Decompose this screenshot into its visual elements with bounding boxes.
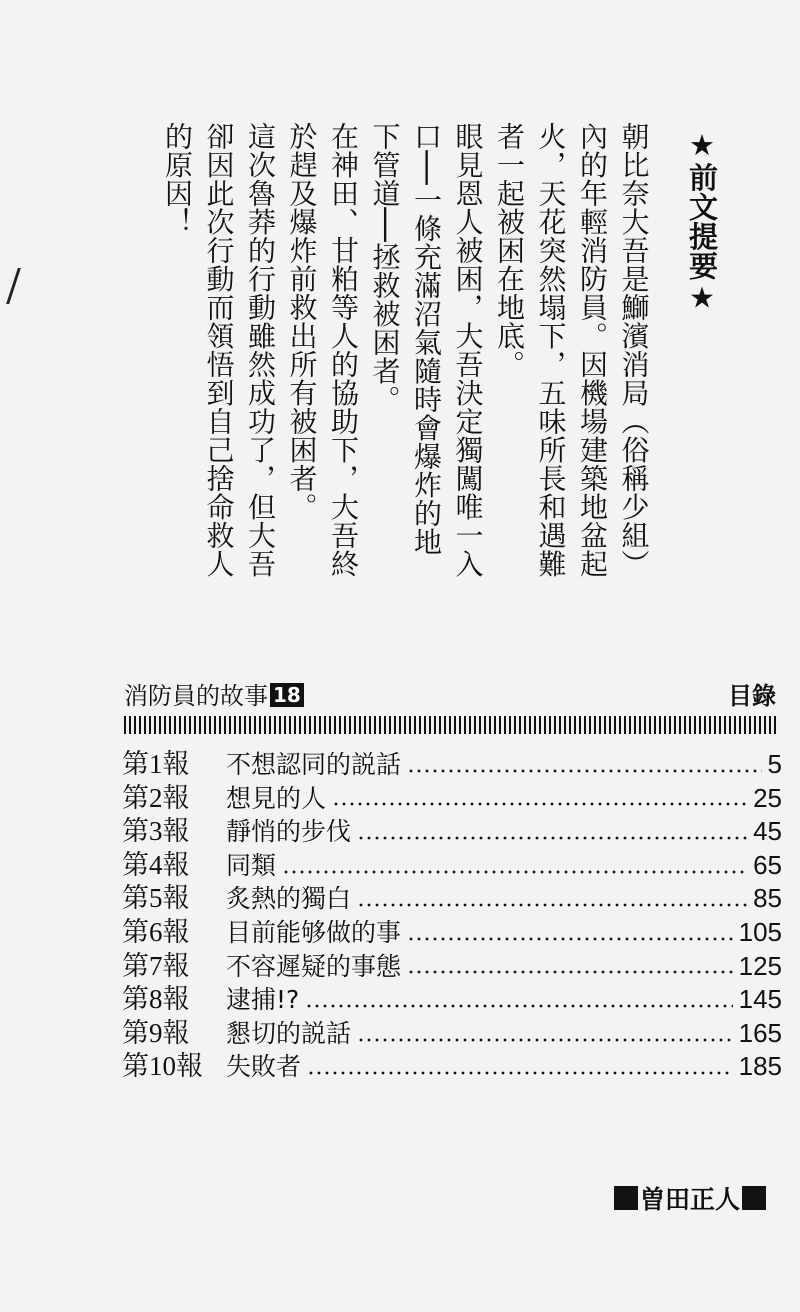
- dot-leader: [407, 769, 762, 773]
- synopsis-paragraph: 在神田、甘粕等人的協助下，大吾終於趕及爆炸前救出所有被困者。: [285, 122, 360, 578]
- chapter-number: 第9報: [122, 1017, 190, 1048]
- chapter-title: 目前能够做的事: [226, 917, 402, 947]
- toc-entry: [122, 882, 782, 916]
- chapter-page: 145: [738, 984, 782, 1015]
- toc-entry: [122, 815, 782, 849]
- toc-entry: [122, 782, 782, 816]
- synopsis-heading: ★前文提要★: [685, 128, 719, 315]
- dot-leader: [407, 937, 733, 941]
- page-edge-mark: [0, 268, 21, 304]
- dot-leader: [332, 802, 747, 806]
- dot-leader: [307, 1071, 733, 1075]
- chapter-number: 第10報: [122, 1051, 203, 1082]
- series-title: [124, 676, 304, 711]
- chapter-number: 第8報: [122, 984, 190, 1015]
- chapter-title: 炙熱的獨白: [226, 884, 352, 914]
- chapter-page: 65: [753, 849, 782, 880]
- chapter-title: 懇切的説話: [226, 1018, 352, 1048]
- toc-entry: [122, 950, 782, 984]
- chapter-title: 同類: [226, 850, 277, 880]
- dot-leader: [407, 970, 733, 974]
- synopsis-paragraph: 朝比奈大吾是鰤濱消局︵俗稱少組︶內的年輕消防員。因機場建築地盆起火，天花突然塌下，五味所長和遇難者一起被困在地底。: [493, 122, 651, 578]
- contents-label: 目錄: [728, 682, 776, 710]
- toc-entry: [122, 916, 782, 950]
- toc-entry: [122, 1050, 782, 1084]
- chapter-page: 125: [738, 950, 782, 981]
- chapter-number: 第3報: [122, 816, 190, 847]
- square-mark-icon: [614, 1186, 638, 1210]
- chapter-page: 85: [753, 883, 782, 914]
- chapter-title: 不想認同的説話: [226, 750, 402, 779]
- chapter-number: 第2報: [122, 782, 190, 813]
- chapter-number: 第7報: [122, 950, 190, 981]
- square-mark-icon: [742, 1186, 766, 1210]
- chapter-title: 靜悄的步伐: [226, 817, 352, 847]
- author-credit: [614, 1180, 766, 1216]
- dot-leader: [282, 870, 747, 874]
- synopsis-paragraph: 這次魯莽的行動雖然成功了，但大吾卻因此次行動而領悟到自己捨命救人的原因！: [161, 122, 277, 578]
- chapter-number: 第5報: [122, 883, 190, 914]
- toc-entry: [122, 983, 782, 1017]
- chapter-page: 105: [738, 916, 782, 947]
- synopsis: [162, 122, 722, 582]
- chapter-title: 想見的人: [226, 783, 327, 813]
- dot-leader: [305, 1004, 732, 1008]
- chapter-page: 165: [738, 1017, 782, 1048]
- chapter-page: 5: [767, 749, 782, 779]
- chapter-page: 45: [753, 816, 782, 847]
- chapter-number: 第4報: [122, 849, 190, 880]
- chapter-title: 逮捕!?: [226, 985, 300, 1015]
- chapter-page: 25: [753, 782, 782, 813]
- toc-entry: [122, 748, 782, 782]
- volume-badge: 18: [270, 683, 304, 707]
- chapter-number: 第1報: [122, 749, 190, 779]
- toc-entry: [122, 1017, 782, 1051]
- chapter-page: 185: [738, 1051, 782, 1082]
- dot-leader: [357, 903, 747, 907]
- toc-entry: [122, 849, 782, 883]
- chapter-title: 不容遲疑的事態: [226, 951, 402, 981]
- author-name: 曽田正人: [639, 1185, 740, 1214]
- dot-leader: [357, 1038, 733, 1042]
- toc-list: [122, 748, 782, 1084]
- toc-header: [124, 676, 776, 716]
- header-divider: [124, 716, 778, 734]
- series-title-text: 消防員的故事: [124, 682, 268, 710]
- chapter-number: 第6報: [122, 916, 190, 947]
- synopsis-paragraph: 眼見恩人被困，大吾決定獨闖唯一入口──一條充滿沼氣隨時會爆炸的地下管道──拯救被困者。: [368, 122, 485, 578]
- chapter-title: 失敗者: [226, 1052, 302, 1082]
- dot-leader: [357, 836, 747, 840]
